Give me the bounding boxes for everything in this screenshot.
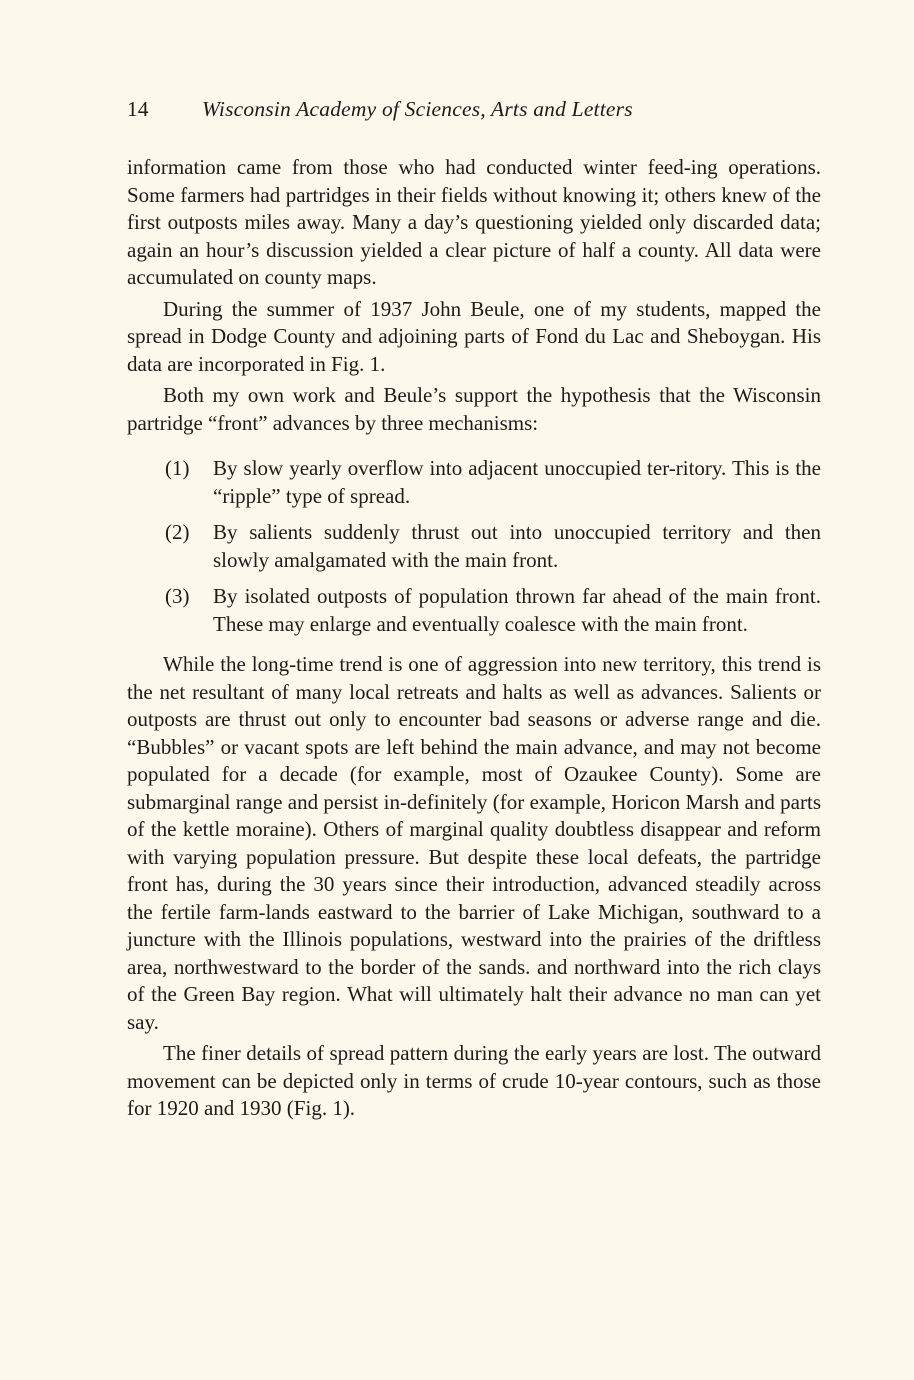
page-number: 14 — [127, 97, 149, 121]
paragraph-1: information came from those who had conducted winter feed-ing operations. Some farmers had partridges in their fields without knowing it; others knew of the first outposts miles away. Many a day’s questioning yielded only discarded data; again an hour’s discussion yielded a clear picture of half a county. All data were accumulated on county maps. — [127, 155, 821, 289]
paragraph-2: During the summer of 1937 John Beule, one of my students, mapped the spread in Dodge County and adjoining parts of Fond du Lac and Sheboygan. His data are incorporated in Fig. 1. — [127, 296, 821, 376]
list-item — [165, 583, 821, 638]
list-text: By isolated outposts of population thrown far ahead of the main front. These may enlarge and eventually coalesce with the main front. — [213, 584, 821, 636]
paragraph-4: While the long-time trend is one of aggression into new territory, this trend is the net resultant of many local retreats and halts as well as advances. Salients or outposts are thrust out only to encounter bad seasons or adverse range and die. “Bubbles” or vacant spots are left behind the main advance, and may not become populated for a decade (for example, most of Ozaukee County). Some are submarginal range and persist in-definitely (for example, Horicon Marsh and parts of the kettle moraine). Others of marginal quality doubtless disappear and reform with varying population pressure. But despite these local defeats, the partridge front has, during the 30 years since their introduction, advanced steadily across the fertile farm-lands eastward to the barrier of Lake Michigan, southward to a juncture with the Illinois populations, westward into the prairies of the driftless area, northwestward to the border of the sands. and northward into the rich clays of the Green Bay region. What will ultimately halt their advance no man can yet say. — [127, 652, 821, 1034]
list-text: By slow yearly overflow into adjacent unoccupied ter-ritory. This is the “ripple” type of spread. — [213, 456, 821, 508]
list-item — [165, 455, 821, 510]
mechanism-list — [127, 455, 821, 638]
page-header — [127, 92, 827, 126]
running-title: Wisconsin Academy of Sciences, Arts and Letters — [202, 97, 633, 121]
paragraph-5: The finer details of spread pattern during the early years are lost. The outward movement can be depicted only in terms of crude 10-year contours, such as those for 1920 and 1930 (Fig. 1). — [127, 1041, 821, 1120]
paragraph-3: Both my own work and Beule’s support the hypothesis that the Wisconsin partridge “front” advances by three mechanisms: — [127, 383, 821, 435]
list-text: By salients suddenly thrust out into unoccupied territory and then slowly amalgamated with the main front. — [213, 520, 821, 572]
list-number: (3) — [165, 584, 190, 608]
list-number: (2) — [165, 520, 190, 544]
list-item — [165, 519, 821, 574]
list-number: (1) — [165, 456, 190, 480]
body-text — [127, 154, 821, 1127]
